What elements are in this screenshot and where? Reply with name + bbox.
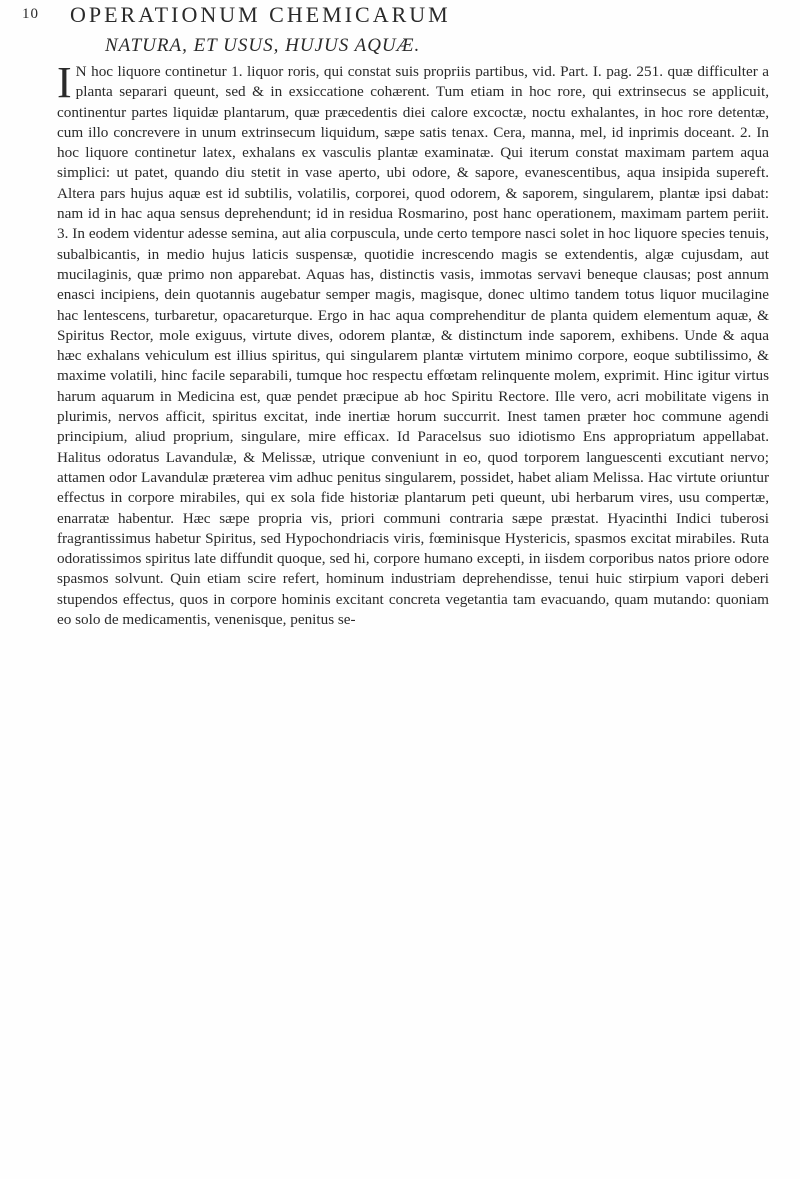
running-head: OPERATIONUM CHEMICARUM [70, 2, 451, 27]
paragraph-text: N hoc liquore continetur 1. liquor roris, qui constat suis propriis partibus, vid. Part. I. pag. 251. quæ difficulter a planta separari queunt, sed & in exsiccatione cohærent. Tum etiam in hoc rore, qui extrinsecus se applicuit, continentur partes liquidæ plantarum, quæ præcedentis diei calore excoctæ, noctu exhalantes, in hoc rore detentæ, cum illo concrevere in unum extrinsecum liquidum, sæpe satis tenax. Cera, manna, mel, id inprimis doceant. 2. In hoc liquore continetur latex, exhalans ex vasculis plantæ examinatæ. Qui iterum constat maximam partem aqua simplici: ut patet, quando diu stetit in vase aperto, ubi odore, & sapore, evanescentibus, aqua insipida supereft. Altera pars hujus aquæ est id subtilis, volatilis, corporei, quod odorem, & saporem, singularem, plantæ ipsi dabat: nam id in hac aqua sensus deprehendunt; id in residua Rosmarino, post hanc operationem, maximam partem periit. 3. In eodem videntur adesse semina, aut alia corpuscula, unde certo tempore nasci solet in hoc liquore species tenuis, subalbicantis, in medio hujus laticis suspensæ, quotidie increscendo magis se extendentis, algæ cujusdam, aut mucilaginis, quæ primo non apparebat. Aquas has, distinctis vasis, immotas servavi beneque clausas; post annum enasci incipiens, dein quotannis augebatur semper magis, magisque, donec ultimo tandem totus liquor mucilagine hac lentescens, turbaretur, opacareturque. Ergo in hac aqua comprehenditur de planta quidem elementum aquæ, & Spiritus Rector, mole exiguus, virtute dives, odorem plantæ, & distinctum inde saporem, exhibens. Unde & aqua hæc exhalans vehiculum est illius spiritus, qui singularem plantæ virtutem minimo corpore, eoque subtilissimo, & maxime volatili, hinc facile separabili, tumque hoc respectu effœtam relinquente molem, exprimit. Hinc igitur virtus harum aquarum in Medicina est, quæ pendet præcipue ab hoc Spiritu Rectore. Ille vero, acri mobilitate vigens in plurimis, nervos afficit, spiritus excitat, inde inertiæ horum succurrit. Inest tamen præter hoc commune agendi principium, aliud proprium, singulare, mire efficax. Id Paracelsus suo idiotismo Ens appropriatum appellabat. Halitus odoratus Lavandulæ, & Melissæ, utrique conveniunt in eo, quod torporem languescenti excutiant nervo; attamen odor Lavandulæ præterea vim adhuc penitus singularem, possidet, habet aliam Melissa. Hac virtute oriuntur effectus in corpore mirabiles, qui ex sola fide historiæ plantarum peti queunt, ubi herbarum vires, usu compertæ, enarratæ habentur. Hæc sæpe propria vis, priori communi contraria sæpe præstat. Hyacinthi Indici tuberosi fragrantissimus habetur Spiritus, sed Hypochondriacis viris, fœminisque Hystericis, spasmos excitat mirabiles. Ruta odoratissimos spiritus late diffundit quoque, sed hi, corpore humano excepti, in iisdem corporibus natos priore odore spasmos solvunt. Quin etiam scire refert, hominum industriam deprehendisse, tenui huic stirpium vapori deberi stupendos effectus, quos in corpore hominis excitant concreta vegetantia tam evacuando, quam mutando: quoniam eo solo de medicamentis, venenisque, penitus se- [57, 63, 769, 629]
body-text [57, 58, 769, 630]
section-title: NATURA, ET USUS, HUJUS AQUÆ. [105, 35, 421, 56]
page-number: 10 [22, 6, 39, 22]
drop-cap: I [57, 58, 72, 107]
paragraph [57, 58, 769, 630]
